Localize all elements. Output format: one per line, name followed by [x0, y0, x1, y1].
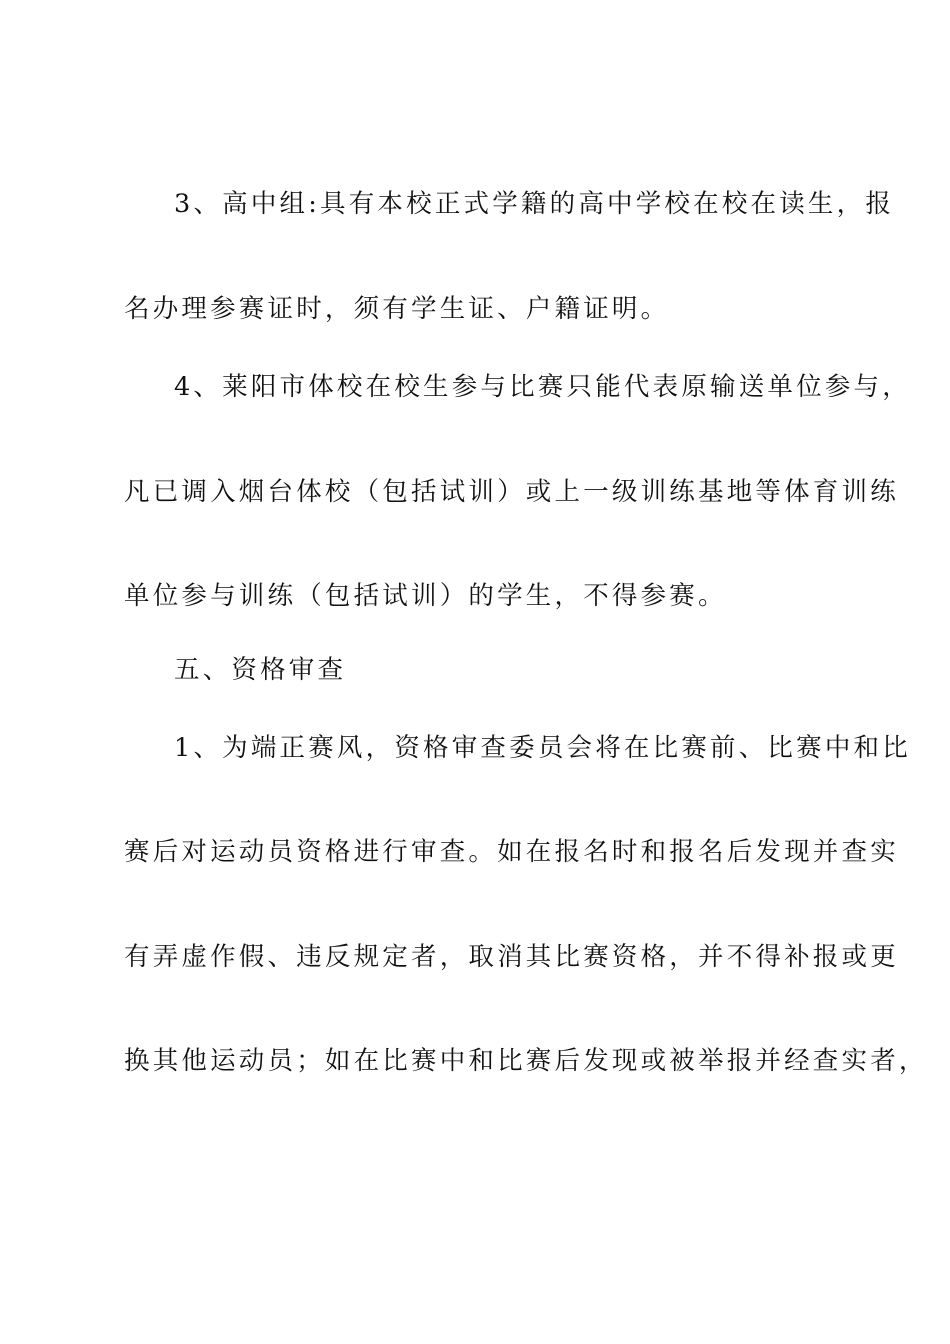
paragraph-line-7: 赛后对运动员资格进行审查。如在报名时和报名后发现并查实: [124, 837, 899, 867]
paragraph-line-1: 3、高中组:具有本校正式学籍的高中学校在校在读生，报: [174, 189, 895, 219]
section-heading: 五、资格审查: [174, 655, 347, 685]
paragraph-line-3: 4、莱阳市体校在校生参与比赛只能代表原输送单位参与，: [174, 372, 911, 402]
paragraph-line-8: 有弄虚作假、违反规定者，取消其比赛资格，并不得补报或更: [124, 942, 899, 972]
paragraph-line-5: 单位参与训练（包括试训）的学生，不得参赛。: [124, 581, 727, 611]
paragraph-line-9: 换其他运动员；如在比赛中和比赛后发现或被举报并经查实者，: [124, 1046, 928, 1076]
paragraph-line-4: 凡已调入烟台体校（包括试训）或上一级训练基地等体育训练: [124, 477, 899, 507]
paragraph-line-2: 名办理参赛证时，须有学生证、户籍证明。: [124, 294, 670, 324]
paragraph-line-6: 1、为端正赛风，资格审查委员会将在比赛前、比赛中和比: [174, 733, 911, 763]
